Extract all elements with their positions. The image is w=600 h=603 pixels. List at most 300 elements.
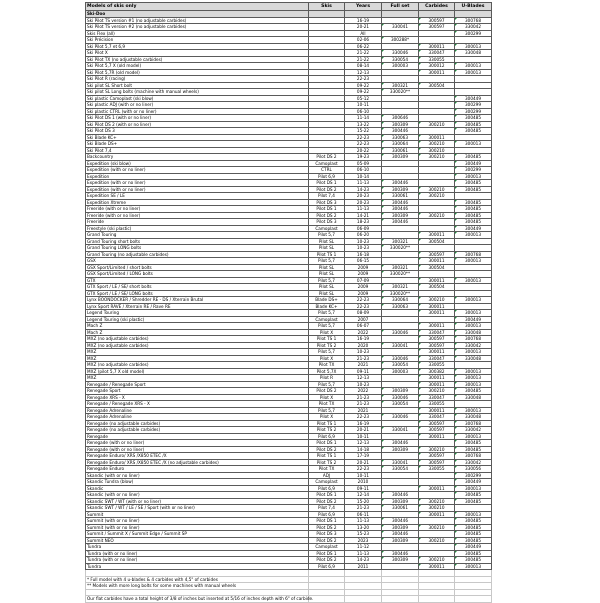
- skis-cell: Pilot TS 1: [309, 336, 345, 343]
- fullset-cell: 300446: [382, 180, 419, 187]
- years-cell: 06-15: [345, 258, 382, 265]
- model-cell: Tundra: [86, 544, 309, 551]
- comment-marker-icon: [419, 525, 421, 527]
- fullset-cell: 330046: [382, 329, 419, 336]
- years-cell: 07-09: [345, 277, 382, 284]
- years-cell: 21-23: [345, 394, 382, 401]
- fullset-cell: 300646: [382, 115, 419, 122]
- skis-cell: Pilot TX: [309, 362, 345, 369]
- ublades-cell: 300013: [455, 232, 492, 239]
- carbides-cell: 300210: [419, 212, 455, 219]
- comment-marker-icon: [419, 50, 421, 52]
- model-cell: GSX Sport/Limited / short bolts: [86, 264, 309, 271]
- model-cell: Ski plastic CTRL (with or no liner): [86, 108, 309, 115]
- carbides-cell: 300210: [419, 147, 455, 154]
- carbides-cell: 330047: [419, 414, 455, 421]
- skis-cell: Blade DS+: [309, 297, 345, 304]
- ublades-cell: 300485: [455, 206, 492, 213]
- comment-marker-icon: [382, 265, 384, 267]
- model-cell: Skandic: [86, 485, 309, 492]
- model-cell: Ski Pilot DS 2 (with or no liner): [86, 121, 309, 128]
- fullset-cell: 330020**: [382, 89, 419, 96]
- model-cell: Expedition SE / LE: [86, 193, 309, 200]
- comment-marker-icon: [455, 180, 457, 182]
- model-cell: Expedition (with or no liner): [86, 167, 309, 174]
- comment-marker-icon: [419, 323, 421, 325]
- comment-marker-icon: [419, 356, 421, 358]
- skis-cell: Pilot 5,7: [309, 407, 345, 414]
- section-label: Ski-Doo: [86, 11, 309, 18]
- skis-cell: Pilot X: [309, 355, 345, 362]
- skis-cell: Pilot X: [309, 329, 345, 336]
- years-cell: 20-21: [345, 459, 382, 466]
- carbides-cell: 300210: [419, 524, 455, 531]
- skis-cell: Pilot 5,7: [309, 323, 345, 330]
- model-cell: Skandic (with or no liner): [86, 492, 309, 499]
- comment-marker-icon: [455, 167, 457, 169]
- comment-marker-icon: [455, 557, 457, 559]
- skis-cell: Pilot X: [309, 414, 345, 421]
- comment-marker-icon: [455, 278, 457, 280]
- fullset-cell: 330020**: [382, 245, 419, 252]
- model-cell: Ski Pilot DS 3: [86, 128, 309, 135]
- years-cell: 10-11: [345, 102, 382, 109]
- years-cell: 16-19: [345, 336, 382, 343]
- header-row: [86, 3, 492, 11]
- comment-marker-icon: [382, 37, 384, 39]
- fullset-cell: 330054: [382, 466, 419, 473]
- comment-marker-icon: [382, 219, 384, 221]
- model-cell: Ski Pilot 5,7 et 6,9: [86, 43, 309, 50]
- model-cell: Legend Touring: [86, 310, 309, 317]
- comment-marker-icon: [455, 479, 457, 481]
- comment-marker-icon: [455, 70, 457, 72]
- comment-marker-icon: [455, 518, 457, 520]
- model-cell: Ski Pilot TX (no adjustable carbides): [86, 56, 309, 63]
- carbides-cell: 300597: [419, 24, 455, 31]
- years-cell: 13-22: [345, 121, 382, 128]
- comment-marker-icon: [382, 518, 384, 520]
- model-cell: Expedition Xtreme: [86, 199, 309, 206]
- comment-marker-icon: [382, 115, 384, 117]
- comment-marker-icon: [455, 382, 457, 384]
- model-cell: Renegade: [86, 433, 309, 440]
- comment-marker-icon: [382, 206, 384, 208]
- carbides-cell: 300597: [419, 342, 455, 349]
- comment-marker-icon: [419, 70, 421, 72]
- years-cell: 20-22: [345, 147, 382, 154]
- comment-marker-icon: [455, 122, 457, 124]
- skis-cell: Camoplast: [309, 225, 345, 232]
- years-cell: 10-11: [345, 433, 382, 440]
- comment-marker-icon: [419, 538, 421, 540]
- model-cell: GSX Sport/Limited / LONG bolts: [86, 271, 309, 278]
- comment-marker-icon: [419, 44, 421, 46]
- carbides-cell: 300011: [419, 485, 455, 492]
- blank-cell: [309, 596, 345, 603]
- comment-marker-icon: [455, 128, 457, 130]
- ublades-cell: 300485: [455, 537, 492, 544]
- model-cell: Ski Pilot 7,4: [86, 147, 309, 154]
- years-cell: 12-13: [345, 375, 382, 382]
- comment-marker-icon: [382, 187, 384, 189]
- comment-marker-icon: [455, 564, 457, 566]
- years-cell: 11-13: [345, 206, 382, 213]
- skis-cell: Pilot DS 2: [309, 186, 345, 193]
- comment-marker-icon: [455, 109, 457, 111]
- ublades-cell: 300485: [455, 492, 492, 499]
- skis-cell: Pilot DS 1: [309, 206, 345, 213]
- comment-marker-icon: [419, 512, 421, 514]
- carbides-cell: 330055: [419, 56, 455, 63]
- model-cell: Summit / Summit X / Summit Edge / Summit SP: [86, 531, 309, 538]
- comment-marker-icon: [382, 362, 384, 364]
- model-cell: Skandic SWT / WT (with or no liner): [86, 498, 309, 505]
- comment-marker-icon: [455, 473, 457, 475]
- comment-marker-icon: [455, 161, 457, 163]
- comment-marker-icon: [419, 122, 421, 124]
- comment-marker-icon: [419, 343, 421, 345]
- fullset-cell: 330061: [382, 505, 419, 512]
- comment-marker-icon: [419, 395, 421, 397]
- table-body: [86, 11, 492, 570]
- fullset-cell: 300309: [382, 388, 419, 395]
- years-cell: 06-10: [345, 167, 382, 174]
- comment-marker-icon: [419, 401, 421, 403]
- comment-marker-icon: [455, 453, 457, 455]
- carbides-cell: 300597: [419, 427, 455, 434]
- model-cell: Renegade Sport: [86, 388, 309, 395]
- skis-cell: Pilot 6,9: [309, 433, 345, 440]
- carbides-cell: 300597: [419, 453, 455, 460]
- skis-cell: Pilot DS 2: [309, 557, 345, 564]
- ublades-cell: 300485: [455, 388, 492, 395]
- ublades-cell: 300449: [455, 479, 492, 486]
- comment-marker-icon: [382, 427, 384, 429]
- model-cell: Ski Précision: [86, 37, 309, 44]
- years-cell: 09-22: [345, 89, 382, 96]
- comment-marker-icon: [419, 362, 421, 364]
- comment-marker-icon: [455, 349, 457, 351]
- comment-marker-icon: [419, 278, 421, 280]
- skis-cell: Pilot DS 2: [309, 388, 345, 395]
- comment-marker-icon: [455, 31, 457, 33]
- ublades-cell: 300485: [455, 440, 492, 447]
- years-cell: 16-18: [345, 251, 382, 258]
- years-cell: 21-23: [345, 401, 382, 408]
- carbides-cell: 300210: [419, 297, 455, 304]
- fullset-cell: 300446: [382, 219, 419, 226]
- skis-cell: Pilot DS 3: [309, 219, 345, 226]
- years-cell: 11-13: [345, 180, 382, 187]
- skis-cell: Pilot X: [309, 394, 345, 401]
- comment-marker-icon: [419, 466, 421, 468]
- comment-marker-icon: [455, 213, 457, 215]
- skis-cell: Blade KC+: [309, 303, 345, 310]
- comment-marker-icon: [382, 297, 384, 299]
- skis-cell: Pilot 5,7: [309, 277, 345, 284]
- years-cell: 20-23: [345, 199, 382, 206]
- comment-marker-icon: [419, 148, 421, 150]
- comment-marker-icon: [455, 115, 457, 117]
- skis-cell: Pilot DS 1: [309, 492, 345, 499]
- model-cell: Summit (with or no liner): [86, 518, 309, 525]
- model-cell: GTX: [86, 277, 309, 284]
- skis-cell: Pilot 6,9: [309, 563, 345, 570]
- comment-marker-icon: [419, 336, 421, 338]
- fullset-cell: 300446: [382, 199, 419, 206]
- comment-marker-icon: [455, 24, 457, 26]
- comment-marker-icon: [382, 128, 384, 130]
- blank-cell: [455, 596, 492, 603]
- comment-marker-icon: [382, 466, 384, 468]
- model-cell: Skandic (with or no liner): [86, 472, 309, 479]
- fullset-cell: 300309: [382, 186, 419, 193]
- comment-marker-icon: [419, 330, 421, 332]
- years-cell: 22-23: [345, 466, 382, 473]
- comment-marker-icon: [419, 408, 421, 410]
- comment-marker-icon: [419, 427, 421, 429]
- fullset-cell: 300321: [382, 284, 419, 291]
- carbides-cell: 300210: [419, 498, 455, 505]
- model-cell: GTX Sport / LE / SE/ LONG bolts: [86, 290, 309, 297]
- model-cell: Tundra (with or no liner): [86, 550, 309, 557]
- fullset-cell: 300309: [382, 537, 419, 544]
- carbides-cell: 300210: [419, 388, 455, 395]
- comment-marker-icon: [382, 291, 384, 293]
- comment-marker-icon: [419, 213, 421, 215]
- comment-marker-icon: [382, 330, 384, 332]
- skis-cell: Pilot DS 3: [309, 531, 345, 538]
- ublades-cell: 300485: [455, 154, 492, 161]
- ublades-cell: 330048: [455, 414, 492, 421]
- model-cell: Expedition (with or no liner): [86, 186, 309, 193]
- comment-marker-icon: [382, 343, 384, 345]
- ublades-cell: 300013: [455, 173, 492, 180]
- years-cell: 19-23: [345, 154, 382, 161]
- years-cell: 12-13: [345, 69, 382, 76]
- ublades-cell: 300449: [455, 225, 492, 232]
- column-header-fullset: Full set: [382, 3, 419, 11]
- years-cell: 14-23: [345, 186, 382, 193]
- comment-marker-icon: [382, 356, 384, 358]
- skis-cell: Pilot SL: [309, 271, 345, 278]
- model-cell: Mach Z: [86, 329, 309, 336]
- fullset-cell: 330046: [382, 414, 419, 421]
- comment-marker-icon: [382, 24, 384, 26]
- skis-cell: Pilot DS 1: [309, 550, 345, 557]
- model-cell: Ski Pilot 5,7R (old model): [86, 69, 309, 76]
- comment-marker-icon: [382, 57, 384, 59]
- comment-marker-icon: [455, 63, 457, 65]
- ublades-cell: 300485: [455, 186, 492, 193]
- comment-marker-icon: [382, 414, 384, 416]
- model-cell: Expedition (with or no liner): [86, 180, 309, 187]
- comment-marker-icon: [382, 89, 384, 91]
- ublades-cell: 300485: [455, 557, 492, 564]
- fullset-cell: 300309: [382, 498, 419, 505]
- ublades-cell: 300485: [455, 550, 492, 557]
- fullset-cell: 300446: [382, 440, 419, 447]
- years-cell: 11-13: [345, 550, 382, 557]
- carbides-cell: 300504: [419, 238, 455, 245]
- comment-marker-icon: [382, 148, 384, 150]
- comment-marker-icon: [382, 135, 384, 137]
- comment-marker-icon: [455, 434, 457, 436]
- comment-marker-icon: [455, 544, 457, 546]
- comment-marker-icon: [455, 343, 457, 345]
- years-cell: 18-23: [345, 219, 382, 226]
- carbides-cell: 330047: [419, 50, 455, 57]
- carbides-cell: 300597: [419, 420, 455, 427]
- years-cell: 15-22: [345, 128, 382, 135]
- ublades-cell: 300013: [455, 407, 492, 414]
- carbides-cell: 300011: [419, 511, 455, 518]
- ublades-cell: 300299: [455, 102, 492, 109]
- carbides-cell: 300011: [419, 134, 455, 141]
- years-cell: 2023: [345, 537, 382, 544]
- skis-cell: Pilot 5,7: [309, 349, 345, 356]
- years-cell: 10-23: [345, 238, 382, 245]
- carbides-cell: 300011: [419, 277, 455, 284]
- years-cell: 09-11: [345, 485, 382, 492]
- carbides-cell: 300011: [419, 43, 455, 50]
- blank-cell: [419, 596, 455, 603]
- carbides-cell: 300011: [419, 349, 455, 356]
- comment-marker-icon: [382, 447, 384, 449]
- fullset-cell: 330061: [382, 193, 419, 200]
- fullset-cell: 330041: [382, 459, 419, 466]
- ublades-cell: 300013: [455, 375, 492, 382]
- comment-marker-icon: [382, 492, 384, 494]
- carbides-cell: 300210: [419, 537, 455, 544]
- comment-marker-icon: [455, 447, 457, 449]
- years-cell: 06-20: [345, 232, 382, 239]
- years-cell: 21-22: [345, 56, 382, 63]
- years-cell: 08-14: [345, 63, 382, 70]
- carbides-cell: 300011: [419, 232, 455, 239]
- fullset-cell: 330020**: [382, 290, 419, 297]
- comment-marker-icon: [455, 375, 457, 377]
- comment-marker-icon: [382, 525, 384, 527]
- skis-cell: Pilot DS 2: [309, 498, 345, 505]
- blank-cell: [382, 596, 419, 603]
- comment-marker-icon: [455, 512, 457, 514]
- comment-marker-icon: [382, 551, 384, 553]
- skis-cell: Pilot SL: [309, 264, 345, 271]
- column-header-ublades: U-Blades: [455, 3, 492, 11]
- comment-marker-icon: [419, 24, 421, 26]
- carbides-cell: 300597: [419, 251, 455, 258]
- carbides-cell: 300597: [419, 17, 455, 24]
- fullset-cell: 330046: [382, 355, 419, 362]
- comment-marker-icon: [419, 154, 421, 156]
- model-cell: Renegade (no adjustable carbides): [86, 420, 309, 427]
- model-cell: Renegade / Renegade XRS - X: [86, 401, 309, 408]
- comment-marker-icon: [382, 83, 384, 85]
- comment-marker-icon: [455, 408, 457, 410]
- fullset-cell: 300321: [382, 264, 419, 271]
- ublades-cell: 300013: [455, 141, 492, 148]
- comment-marker-icon: [419, 135, 421, 137]
- column-header-models: Models of skis only: [86, 3, 309, 11]
- model-cell: Ski pilot SL Short bolt: [86, 82, 309, 89]
- ublades-cell: 300013: [455, 258, 492, 265]
- years-cell: 06-11: [345, 511, 382, 518]
- model-cell: Mach Z: [86, 323, 309, 330]
- comment-marker-icon: [455, 414, 457, 416]
- skis-cell: Pilot DS 1: [309, 518, 345, 525]
- comment-marker-icon: [455, 427, 457, 429]
- fullset-cell: 300003: [382, 63, 419, 70]
- ublades-cell: 300485: [455, 219, 492, 226]
- model-cell: Ski Pilot X: [86, 50, 309, 57]
- years-cell: 2011: [345, 563, 382, 570]
- years-cell: 2009: [345, 284, 382, 291]
- comment-marker-icon: [455, 174, 457, 176]
- comment-marker-icon: [455, 388, 457, 390]
- model-cell: Renegade (no adjustable carbides): [86, 427, 309, 434]
- comment-marker-icon: [419, 239, 421, 241]
- comment-marker-icon: [455, 252, 457, 254]
- skis-cell: Pilot TS 2: [309, 427, 345, 434]
- model-cell: Tundra (with or no liner): [86, 557, 309, 564]
- model-cell: Ski Pilot TS version #2 (no adjustable carbides): [86, 24, 309, 31]
- fullset-cell: 330046: [382, 394, 419, 401]
- carbides-cell: 300210: [419, 193, 455, 200]
- years-cell: 14-23: [345, 557, 382, 564]
- years-cell: 10-14: [345, 173, 382, 180]
- model-cell: Summit (with or no liner): [86, 524, 309, 531]
- comment-marker-icon: [455, 551, 457, 553]
- carbides-cell: 300011: [419, 381, 455, 388]
- comment-marker-icon: [455, 369, 457, 371]
- fullset-cell: 330064: [382, 297, 419, 304]
- ublades-cell: 330048: [455, 50, 492, 57]
- comment-marker-icon: [455, 330, 457, 332]
- model-cell: Renegade Adrenaline: [86, 414, 309, 421]
- ublades-cell: 330042: [455, 459, 492, 466]
- ublades-cell: 300449: [455, 316, 492, 323]
- comment-marker-icon: [455, 187, 457, 189]
- carbides-cell: 300597: [419, 459, 455, 466]
- years-cell: 06-07: [345, 323, 382, 330]
- years-cell: 2020: [345, 342, 382, 349]
- years-cell: 09-22: [345, 82, 382, 89]
- years-cell: 20-21: [345, 24, 382, 31]
- comment-marker-icon: [419, 434, 421, 436]
- ublades-cell: 300013: [455, 277, 492, 284]
- comment-marker-icon: [455, 440, 457, 442]
- ublades-cell: 300485: [455, 518, 492, 525]
- comment-marker-icon: [382, 245, 384, 247]
- years-cell: 20-23: [345, 193, 382, 200]
- fullset-cell: 330020**: [382, 271, 419, 278]
- comment-marker-icon: [382, 50, 384, 52]
- ublades-cell: 300013: [455, 323, 492, 330]
- years-cell: 21-23: [345, 505, 382, 512]
- comment-marker-icon: [419, 349, 421, 351]
- ublades-cell: 300299: [455, 472, 492, 479]
- footnote-text: ** Models with more long bolts for some machines with manual wheels: [86, 583, 309, 590]
- years-cell: 10-23: [345, 245, 382, 252]
- carbides-cell: 330047: [419, 355, 455, 362]
- fullset-cell: 300309: [382, 121, 419, 128]
- model-cell: Expedition: [86, 173, 309, 180]
- comment-marker-icon: [419, 421, 421, 423]
- model-cell: Skis Flex (all): [86, 30, 309, 37]
- comment-marker-icon: [419, 499, 421, 501]
